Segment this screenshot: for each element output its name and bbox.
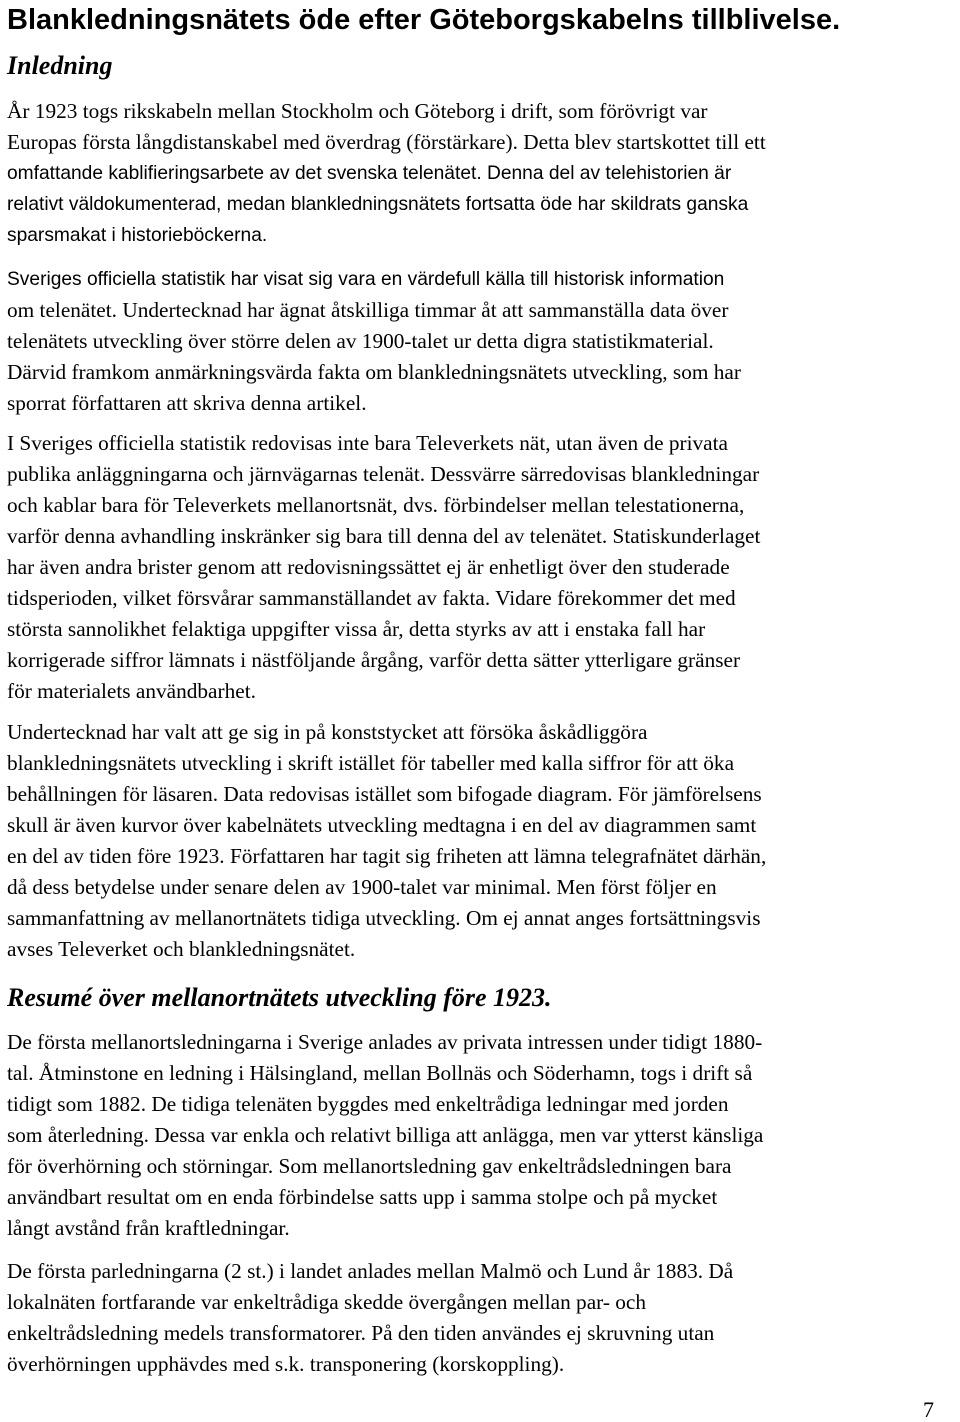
paragraph-line: skull är även kurvor över kabelnätets utveckling medtagna i en del av diagrammen samt: [7, 813, 757, 837]
paragraph-line: om telenätet. Undertecknad har ägnat åtskilliga timmar åt att sammanställa data över: [7, 298, 729, 322]
paragraph-line: sporrat författaren att skriva denna artikel.: [7, 391, 367, 415]
paragraph-intro-3: [7, 428, 760, 707]
paragraph-line: behållningen för läsaren. Data redovisas istället som bifogade diagram. För jämförelsens: [7, 782, 762, 806]
paragraph-line: telenätets utveckling över större delen av 1900-talet ur detta digra statistikmaterial.: [7, 329, 714, 353]
paragraph-line: varför denna avhandling inskränker sig bara till denna del av telenätet. Statiskunderlaget: [7, 524, 761, 548]
paragraph-line: sammanfattning av mellanortnätets tidiga utveckling. Om ej annat anges fortsättningsvis: [7, 906, 761, 930]
paragraph-line: enkeltrådsledning medels transformatorer. På den tiden användes ej skruvning utan: [7, 1321, 715, 1345]
paragraph-line: Undertecknad har valt att ge sig in på konststycket att försöka åskådliggöra: [7, 720, 648, 744]
paragraph-line: som återledning. Dessa var enkla och relativt billiga att anlägga, men var ytterst känsliga: [7, 1123, 764, 1147]
paragraph-line: lokalnäten fortfarande var enkeltrådiga skedde övergången mellan par- och: [7, 1290, 646, 1314]
paragraph-intro-1: [7, 96, 766, 158]
paragraph-line: har även andra brister genom att redovisningssättet ej är enhetligt över den studerade: [7, 555, 730, 579]
paragraph-line: Därvid framkom anmärkningsvärda fakta om blankledningsnätets utveckling, som har: [7, 360, 741, 384]
paragraph-line: publika anläggningarna och järnvägarnas telenät. Dessvärre särredovisas blankledningar: [7, 462, 760, 486]
paragraph-line: för överhörning och störningar. Som mellanortsledning gav enkeltrådsledningen bara: [7, 1154, 732, 1178]
paragraph-resume-1: [7, 1027, 763, 1244]
document-title: Blankledningsnätets öde efter Göteborgskabelns tillblivelse.: [7, 4, 841, 36]
paragraph-line: korrigerade siffror lämnats i nästföljande årgång, varför detta sätter ytterligare gränser: [7, 648, 741, 672]
paragraph-line: blankledningsnätets utveckling i skrift istället för tabeller med kalla siffror för att öka: [7, 751, 735, 775]
paragraph-line: I Sveriges officiella statistik redovisas inte bara Televerkets nät, utan även de privata: [7, 431, 728, 455]
paragraph-intro-1-continued: [7, 158, 748, 251]
paragraph-line: tidsperioden, vilket försvårar sammanställandet av fakta. Vidare förekommer det med: [7, 586, 736, 610]
paragraph-line: största sannolikhet felaktiga uppgifter vissa år, detta styrks av att i enstaka fall har: [7, 617, 706, 641]
paragraph-line: Europas första långdistanskabel med överdrag (förstärkare). Detta blev startskottet till ett: [7, 130, 766, 154]
paragraph-line: De första mellanortsledningarna i Sverige anlades av privata intressen under tidigt 1880-: [7, 1030, 763, 1054]
paragraph-line: användbart resultat om en enda förbindelse satts upp i samma stolpe och på mycket: [7, 1185, 718, 1209]
paragraph-line: långt avstånd från kraftledningar.: [7, 1216, 290, 1240]
paragraph-resume-2: [7, 1256, 733, 1380]
paragraph-intro-2: [7, 264, 724, 295]
paragraph-line: År 1923 togs rikskabeln mellan Stockholm och Göteborg i drift, som förövrigt var: [7, 99, 708, 123]
page-number: 7: [923, 1397, 934, 1422]
paragraph-line: en del av tiden före 1923. Författaren har tagit sig friheten att lämna telegrafnätet därhän,: [7, 844, 767, 868]
section-heading-resume: Resumé över mellanortnätets utveckling före 1923.: [7, 983, 552, 1012]
paragraph-line: avses Televerket och blankledningsnätet.: [7, 937, 356, 961]
paragraph-intro-2-continued: [7, 295, 741, 419]
paragraph-line: relativt väldokumenterad, medan blankledningsnätets fortsatta öde har skildrats ganska: [7, 194, 749, 215]
paragraph-intro-4: [7, 717, 766, 965]
paragraph-line: sparsmakat i historieböckerna.: [7, 225, 268, 246]
section-heading-intro: Inledning: [7, 51, 113, 80]
paragraph-line: då dess betydelse under senare delen av 1900-talet var minimal. Men först följer en: [7, 875, 717, 899]
paragraph-line: och kablar bara för Televerkets mellanortsnät, dvs. förbindelser mellan telestationerna,: [7, 493, 745, 517]
paragraph-line: överhörningen upphävdes med s.k. transponering (korskoppling).: [7, 1352, 565, 1376]
paragraph-line: omfattande kablifieringsarbete av det svenska telenätet. Denna del av telehistorien är: [7, 163, 732, 184]
paragraph-line: Sveriges officiella statistik har visat sig vara en värdefull källa till historisk information: [7, 269, 725, 290]
paragraph-line: tal. Åtminstone en ledning i Hälsingland, mellan Bollnäs och Söderhamn, togs i drift så: [7, 1061, 753, 1085]
paragraph-line: De första parledningarna (2 st.) i landet anlades mellan Malmö och Lund år 1883. Då: [7, 1259, 734, 1283]
paragraph-line: för materialets användbarhet.: [7, 679, 256, 703]
paragraph-line: tidigt som 1882. De tidiga telenäten byggdes med enkeltrådiga ledningar med jorden: [7, 1092, 729, 1116]
